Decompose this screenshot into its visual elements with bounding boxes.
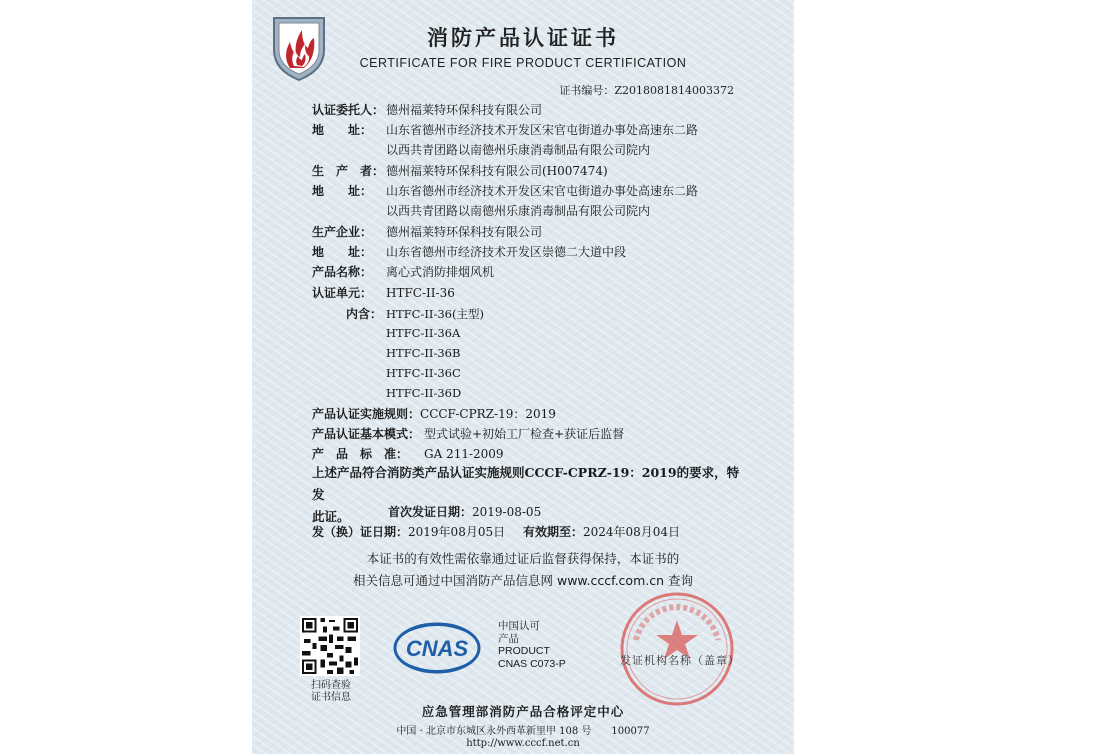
issuing-center-name: 应急管理部消防产品合格评定中心	[421, 704, 625, 719]
issue-label: 发（换）证日期：	[312, 525, 409, 539]
enterprise-value: 德州福莱特环保科技有限公司	[386, 225, 543, 239]
rule-row	[312, 405, 556, 424]
enterprise-row	[312, 223, 542, 242]
standard-value: GA 211-2009	[424, 447, 504, 461]
model-item: HTFC-II-36D	[386, 386, 462, 400]
qr-caption	[300, 680, 362, 704]
first-issue-label: 首次发证日期：	[388, 505, 473, 519]
product-value: 离心式消防排烟风机	[386, 265, 495, 279]
certificate-subtitle: CERTIFICATE FOR FIRE PRODUCT CERTIFICATION	[359, 56, 687, 70]
content-label: 内含：	[346, 307, 383, 321]
cnas-line4: CNAS C073-P	[498, 657, 566, 670]
cnas-line3: PRODUCT	[498, 645, 550, 657]
producer-address-label: 地 址：	[312, 184, 373, 198]
producer-label: 生 产 者：	[312, 164, 385, 178]
client-address-row	[312, 121, 698, 140]
mode-row	[312, 425, 624, 444]
client-address-line2: 以西共青团路以南德州乐康消毒制品有限公司院内	[386, 143, 651, 157]
mode-value: 型式试验+初始工厂检查+获证后监督	[424, 427, 625, 441]
client-row	[312, 101, 542, 120]
client-address-line1: 山东省德州市经济技术开发区宋官屯街道办事处高速东二路	[386, 123, 699, 137]
mode-label: 产品认证基本模式：	[312, 427, 421, 441]
issue-row	[312, 523, 680, 542]
product-label: 产品名称：	[312, 265, 373, 279]
qr-caption-line2: 证书信息	[311, 692, 351, 703]
producer-value: 德州福莱特环保科技有限公司(H007474)	[386, 164, 608, 178]
client-address-label: 地 址：	[312, 123, 373, 137]
certificate	[252, 0, 794, 754]
statement-line1: 上述产品符合消防类产品认证实施规则CCCF-CPRZ-19：2019的要求，特发	[312, 465, 740, 502]
certificate-number: 证书编号：Z2018081814003372	[559, 84, 734, 97]
model-item: HTFC-II-36A	[386, 326, 461, 340]
seal-caption: 发证机构名称（盖章）	[620, 654, 740, 667]
qr-code-icon	[300, 616, 360, 676]
statement-line2: 此证。	[312, 509, 350, 524]
product-row	[312, 263, 494, 282]
notice-line2: 相关信息可通过中国消防产品信息网 www.cccf.com.cn 查询	[353, 573, 693, 588]
producer-address-line1: 山东省德州市经济技术开发区宋官屯街道办事处高速东二路	[386, 184, 699, 198]
first-issue-row	[388, 503, 541, 522]
rule-value: CCCF-CPRZ-19：2019	[420, 407, 556, 421]
standard-label: 产 品 标 准：	[312, 447, 409, 461]
model-item: HTFC-II-36C	[386, 366, 461, 380]
cnas-text	[498, 620, 566, 670]
valid-value: 2024年08月04日	[582, 525, 681, 539]
cnas-line2: 产品	[498, 632, 519, 645]
enterprise-address-value: 山东省德州市经济技术开发区崇德二大道中段	[386, 245, 627, 259]
rule-label: 产品认证实施规则：	[312, 407, 421, 421]
unit-row	[312, 284, 455, 303]
cnas-line1: 中国认可	[498, 620, 540, 632]
official-seal-icon	[618, 590, 736, 708]
producer-address-row	[312, 182, 698, 201]
issuing-center-url: http://www.cccf.net.cn	[466, 738, 580, 749]
model-item: HTFC-II-36(主型)	[386, 307, 484, 321]
client-label: 认证委托人：	[312, 103, 385, 117]
valid-label: 有效期至：	[522, 525, 583, 539]
cnas-logo-icon	[392, 620, 482, 675]
producer-row	[312, 162, 608, 181]
unit-label: 认证单元：	[312, 286, 373, 300]
model-item: HTFC-II-36B	[386, 346, 461, 360]
cnas-logo-text: CNAS	[405, 636, 469, 661]
notice-line1: 本证书的有效性需依靠通过证后监督获得保持，本证书的	[366, 551, 680, 566]
enterprise-address-label: 地 址：	[312, 245, 373, 259]
enterprise-label: 生产企业：	[312, 225, 373, 239]
client-value: 德州福莱特环保科技有限公司	[386, 103, 543, 117]
first-issue-value: 2019-08-05	[472, 505, 542, 519]
qr-caption-line1: 扫码查验	[311, 680, 351, 691]
certificate-title: 消防产品认证证书	[427, 26, 619, 50]
issue-value: 2019年08月05日	[408, 525, 506, 539]
producer-address-line2: 以西共青团路以南德州乐康消毒制品有限公司院内	[386, 204, 651, 218]
unit-value: HTFC-II-36	[386, 286, 455, 300]
enterprise-address-row	[312, 243, 626, 262]
issuing-center-address: 中国 · 北京市东城区永外西革新里甲 108 号 100077	[396, 726, 650, 737]
